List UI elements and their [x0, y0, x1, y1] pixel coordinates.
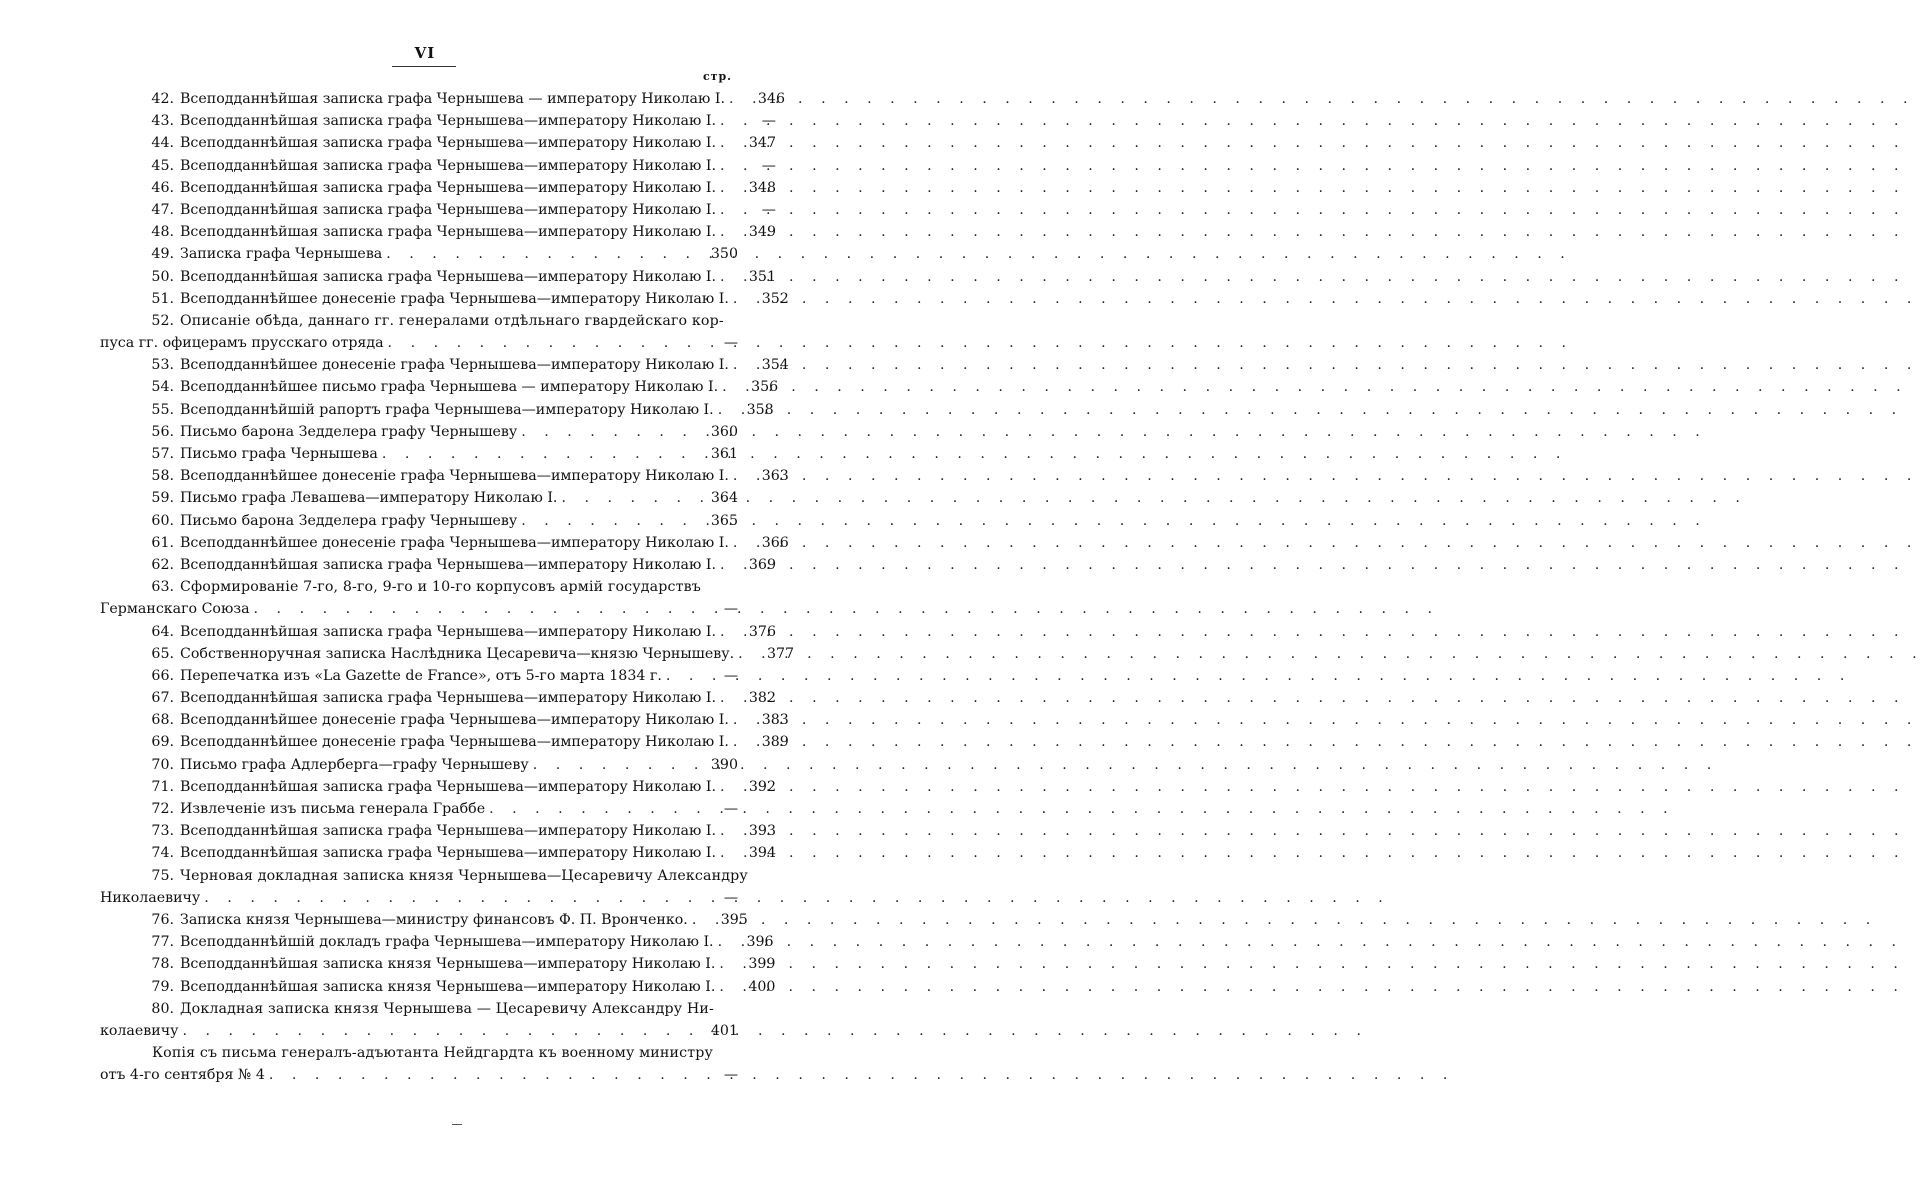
toc-entry	[100, 976, 776, 998]
dot-leader	[733, 288, 741, 310]
toc-entry-number: 72.	[151, 801, 174, 817]
toc-entry-page: 351	[748, 268, 776, 285]
toc-entry-page: 346	[757, 91, 785, 107]
dot-leader	[692, 909, 700, 931]
toc-entry-title: Всеподданнѣйшее письмо графа Чернышева — императору Николаю I.	[180, 379, 719, 396]
dot-leader	[254, 598, 690, 620]
toc-entry	[100, 465, 789, 487]
toc-entry-number: 57.	[151, 446, 174, 462]
toc-entry-page: —	[761, 157, 776, 174]
toc-entry-line	[100, 199, 776, 221]
toc-entry	[100, 865, 748, 909]
toc-entry-number: 56.	[151, 423, 174, 440]
toc-entry-page: 400	[748, 978, 776, 995]
dot-leader	[269, 1064, 690, 1086]
dot-leader	[720, 554, 728, 576]
toc-entry-page: 361	[710, 446, 738, 462]
toc-entry-number: 59.	[151, 490, 174, 507]
toc-entry-page: —	[723, 1067, 738, 1084]
toc-entry-title: Всеподданнѣйшая записка графа Чернышева—императору Николаю I.	[180, 224, 716, 241]
toc-entry-page: 366	[761, 534, 789, 551]
toc-entry-line	[100, 132, 776, 154]
toc-entry-title: Описаніе обѣда, даннаго гг. генералами отдѣльнаго гвардейскаго кор-	[180, 312, 724, 329]
toc-entry-title: Перепечатка изъ «La Gazette de France», отъ 5-го марта 1834 г.	[180, 667, 662, 684]
toc-entry-title: Всеподданнѣйшая записка графа Чернышева—императору Николаю I.	[180, 623, 716, 640]
toc-entry-page: 382	[748, 690, 776, 707]
toc-entry-line	[100, 709, 789, 731]
toc-entry-number: 76.	[151, 911, 174, 928]
dot-leader	[561, 487, 690, 509]
toc-entry-line	[100, 909, 748, 931]
toc-entry	[100, 576, 738, 620]
toc-entry	[100, 110, 776, 132]
toc-entry-line	[100, 443, 738, 465]
toc-entry	[100, 177, 776, 199]
dot-leader	[738, 643, 746, 665]
toc-entry-number: 44.	[151, 135, 174, 152]
toc-entry-line	[100, 598, 738, 620]
toc-entry-title: Всеподданнѣйшая записка графа Чернышева—императору Николаю I.	[180, 778, 716, 795]
toc-entry	[100, 421, 738, 443]
toc-entry-page: 365	[710, 512, 738, 529]
dot-leader	[720, 221, 728, 243]
toc-entry-number: 67.	[151, 690, 174, 707]
toc-entry-title: Германскаго Союза	[100, 601, 250, 618]
page-number: VI	[414, 44, 436, 62]
dot-leader	[388, 332, 690, 354]
toc-entry-number: 63.	[151, 579, 174, 596]
toc-entry-page: 369	[748, 556, 776, 573]
toc-entry-number: 65.	[151, 645, 174, 662]
toc-entry-line	[100, 754, 738, 776]
toc-entry	[100, 754, 738, 776]
toc-entry-number: 45.	[151, 157, 174, 174]
toc-entry-line	[100, 820, 776, 842]
toc-entry	[100, 998, 738, 1042]
toc-entry-page: 401	[710, 1022, 738, 1039]
toc-entry	[100, 909, 748, 931]
toc-entry-page: 364	[710, 490, 738, 507]
toc-entry-page: 350	[710, 246, 738, 263]
toc-entry-number: 77.	[151, 934, 174, 951]
toc-entry-number: 42.	[151, 91, 174, 107]
dot-leader	[182, 1020, 690, 1042]
toc-entry-line	[100, 1064, 738, 1086]
dot-leader	[733, 532, 741, 554]
toc-entry-number: 69.	[151, 734, 174, 751]
toc-entry-page: 383	[761, 712, 789, 729]
dot-leader	[204, 887, 690, 909]
toc-entry-title: Всеподданнѣйшее донесеніе графа Чернышева—императору Николаю I.	[180, 290, 729, 307]
toc-entry-title: Всеподданнѣйшая записка графа Чернышева—императору Николаю I.	[180, 179, 716, 196]
toc-entry-number: 78.	[151, 956, 174, 973]
toc-entry-line	[100, 798, 738, 820]
toc-entry-title: Всеподданнѣйшее донесеніе графа Чернышева—императору Николаю I.	[180, 712, 729, 729]
toc-entry	[100, 1042, 738, 1086]
toc-entry-title: колаевичу	[100, 1022, 179, 1039]
dot-leader	[719, 953, 727, 975]
toc-entry-title: Всеподданнѣйшій рапортъ графа Чернышева—императору Николаю I.	[180, 401, 714, 418]
toc-entry-page: 356	[751, 379, 779, 396]
toc-entry-title: Всеподданнѣйшая записка князя Чернышева—императору Николаю I.	[180, 978, 716, 995]
toc-entry-number: 79.	[151, 978, 174, 995]
toc-entry-number: 58.	[151, 468, 174, 485]
toc-entry-number: 62.	[151, 556, 174, 573]
toc-entry	[100, 842, 776, 864]
dot-leader	[720, 132, 728, 154]
toc-entry-number: 75.	[151, 867, 174, 884]
table-of-contents	[100, 88, 795, 1086]
toc-entry-line	[100, 354, 789, 376]
dot-leader	[720, 687, 728, 709]
dot-leader	[720, 199, 728, 221]
dot-leader	[386, 243, 690, 265]
toc-entry-line	[100, 643, 795, 665]
toc-entry-number: 70.	[151, 756, 174, 773]
toc-entry-page: 360	[710, 423, 738, 440]
toc-entry-number: 47.	[151, 201, 174, 218]
toc-entry-page: —	[723, 801, 738, 817]
toc-entry-page: 396	[746, 934, 774, 951]
dot-leader	[733, 731, 741, 753]
toc-entry-page: 395	[720, 911, 748, 928]
toc-entry-line	[100, 510, 738, 532]
toc-entry	[100, 399, 774, 421]
toc-entry-title: Всеподданнѣйшая записка графа Чернышева—императору Николаю I.	[180, 845, 716, 862]
toc-entry-page: 399	[748, 956, 776, 973]
toc-entry-number: 60.	[151, 512, 174, 529]
toc-entry-title: Всеподданнѣйшее донесеніе графа Чернышева—императору Николаю I.	[180, 357, 729, 374]
toc-entry-page: —	[761, 201, 776, 218]
toc-entry-page: —	[723, 601, 738, 618]
toc-entry-title: Всеподданнѣйшая записка графа Чернышева—императору Николаю I.	[180, 201, 716, 218]
toc-entry-number: 80.	[151, 1000, 174, 1017]
dot-leader	[720, 820, 728, 842]
toc-entry-line	[100, 1042, 738, 1064]
toc-entry	[100, 510, 738, 532]
dot-leader	[718, 399, 726, 421]
toc-entry-title: Всеподданнѣйшая записка графа Чернышева—императору Николаю I.	[180, 823, 716, 840]
dot-leader	[733, 465, 741, 487]
toc-entry-title: Всеподданнѣйшая записка графа Чернышева—императору Николаю I.	[180, 135, 716, 152]
toc-entry-title: Письмо барона Зедделера графу Чернышеву	[180, 423, 518, 440]
toc-entry-line	[100, 532, 789, 554]
dot-leader	[719, 976, 727, 998]
toc-entry-line	[100, 399, 774, 421]
toc-entry-number: 66.	[151, 667, 174, 684]
toc-entry-title: Записка графа Чернышева	[180, 246, 383, 263]
dot-leader	[733, 709, 741, 731]
toc-entry-title: Всеподданнѣйшее донесеніе графа Чернышева—императору Николаю I.	[180, 468, 729, 485]
toc-entry-title: Черновая докладная записка князя Чернышева—Цесаревичу Александру	[180, 867, 748, 884]
toc-entry	[100, 243, 738, 265]
toc-entry-number: 50.	[151, 268, 174, 285]
toc-entry	[100, 931, 774, 953]
toc-entry-line	[100, 266, 776, 288]
toc-entry-page: 393	[748, 823, 776, 840]
toc-entry-title: Всеподданнѣйшій докладъ графа Чернышева—императору Николаю I.	[180, 934, 714, 951]
header-rule	[392, 66, 456, 67]
toc-entry-title: Копія съ письма генералъ-адъютанта Нейдгардта къ военному министру	[152, 1045, 713, 1062]
toc-entry-title: Всеподданнѣйшая записка графа Чернышева—императору Николаю I.	[180, 690, 716, 707]
toc-entry-line	[100, 243, 738, 265]
toc-entry	[100, 266, 776, 288]
dot-leader	[521, 421, 690, 443]
toc-entry-page: 390	[710, 756, 738, 773]
toc-entry-number: 46.	[151, 179, 174, 196]
toc-entry-page: —	[761, 113, 776, 130]
toc-entry-number: 48.	[151, 224, 174, 241]
toc-entry-line	[100, 1020, 738, 1042]
toc-entry-line	[100, 288, 789, 310]
toc-entry-page: 392	[748, 778, 776, 795]
toc-entry-title: Сформированіе 7-го, 8-го, 9-го и 10-го корпусовъ армій государствъ	[180, 579, 701, 596]
page-column-header: стр.	[702, 70, 732, 83]
toc-entry-title: Всеподданнѣйшая записка графа Чернышева—императору Николаю I.	[180, 113, 716, 130]
toc-entry	[100, 221, 776, 243]
toc-entry-page: 377	[767, 645, 795, 662]
toc-entry-number: 49.	[151, 246, 174, 263]
toc-entry-page: 376	[748, 623, 776, 640]
toc-entry-number: 43.	[151, 113, 174, 130]
toc-entry	[100, 953, 776, 975]
toc-entry-page: 354	[761, 357, 789, 374]
toc-entry-number: 71.	[151, 778, 174, 795]
toc-entry	[100, 643, 795, 665]
toc-entry-line	[100, 421, 738, 443]
dot-leader	[720, 266, 728, 288]
toc-entry-number: 73.	[151, 823, 174, 840]
dot-leader	[722, 376, 730, 398]
dot-leader	[718, 931, 726, 953]
toc-entry-line	[100, 332, 738, 354]
toc-entry-number: 54.	[151, 379, 174, 396]
toc-entry	[100, 554, 776, 576]
toc-entry-title: отъ 4-го сентября № 4	[100, 1067, 265, 1084]
toc-entry	[100, 532, 789, 554]
toc-entry	[100, 443, 738, 465]
toc-entry-title: пуса гг. офицерамъ прусскаго отряда	[100, 335, 384, 352]
toc-entry-number: 68.	[151, 712, 174, 729]
toc-entry	[100, 487, 738, 509]
dot-leader	[521, 510, 690, 532]
toc-entry-line	[100, 731, 789, 753]
toc-entry	[100, 776, 776, 798]
dot-leader	[733, 354, 741, 376]
toc-entry	[100, 798, 738, 820]
toc-entry	[100, 665, 738, 687]
toc-entry-title: Всеподданнѣйшее донесеніе графа Чернышева—императору Николаю I.	[180, 734, 729, 751]
dot-leader	[720, 621, 728, 643]
toc-entry	[100, 687, 776, 709]
toc-entry-line	[100, 376, 779, 398]
toc-entry-line	[100, 931, 774, 953]
toc-entry-title: Письмо графа Чернышева	[180, 446, 378, 462]
toc-entry	[100, 820, 776, 842]
toc-entry-line	[100, 576, 738, 598]
toc-entry-line	[100, 665, 738, 687]
toc-entry-title: Письмо графа Адлерберга—графу Чернышеву	[180, 756, 529, 773]
toc-entry-line	[100, 621, 776, 643]
toc-entry-page: 394	[748, 845, 776, 862]
toc-entry-line	[100, 487, 738, 509]
toc-entry	[100, 132, 776, 154]
toc-entry	[100, 621, 776, 643]
dot-leader	[666, 665, 690, 687]
toc-entry-page: 358	[746, 401, 774, 418]
toc-entry-title: Всеподданнѣйшая записка графа Чернышева—императору Николаю I.	[180, 556, 716, 573]
dot-leader	[720, 842, 728, 864]
toc-entry-page: 347	[748, 135, 776, 152]
toc-entry-page: —	[723, 889, 738, 906]
toc-entry-title: Всеподданнѣйшая записка графа Чернышева — императору Николаю I.	[180, 91, 725, 107]
toc-entry-title: Николаевичу	[100, 889, 201, 906]
dot-leader	[533, 754, 690, 776]
toc-entry-title: Собственноручная записка Наслѣдника Цесаревича—князю Чернышеву.	[180, 645, 735, 662]
toc-entry-line	[100, 465, 789, 487]
toc-entry	[100, 709, 789, 731]
dot-leader	[489, 798, 690, 820]
toc-entry	[100, 155, 776, 177]
toc-entry-number: 51.	[151, 290, 174, 307]
toc-entry-line	[100, 155, 776, 177]
toc-entry	[100, 199, 776, 221]
toc-entry-title: Письмо барона Зедделера графу Чернышеву	[180, 512, 518, 529]
toc-entry-number: 53.	[151, 357, 174, 374]
toc-entry-title: Извлеченіе изъ письма генерала Граббе	[180, 801, 486, 817]
toc-entry-title: Письмо графа Левашева—императору Николаю I.	[180, 490, 558, 507]
toc-entry	[100, 310, 738, 354]
toc-entry-line	[100, 776, 776, 798]
dot-leader	[720, 177, 728, 199]
dot-leader	[720, 776, 728, 798]
toc-entry	[100, 376, 779, 398]
toc-entry-page: 349	[748, 224, 776, 241]
toc-entry-line	[100, 310, 738, 332]
toc-entry-number: 61.	[151, 534, 174, 551]
toc-entry-line	[100, 976, 776, 998]
toc-entry-number: 74.	[151, 845, 174, 862]
toc-entry-title: Всеподданнѣйшая записка князя Чернышева—императору Николаю I.	[180, 956, 716, 973]
dot-leader	[729, 88, 737, 110]
toc-entry-line	[100, 110, 776, 132]
toc-entry-page: 352	[761, 290, 789, 307]
toc-entry-line	[100, 177, 776, 199]
toc-entry-line	[100, 687, 776, 709]
toc-entry-line	[100, 554, 776, 576]
toc-entry	[100, 354, 789, 376]
toc-entry-number: 64.	[151, 623, 174, 640]
toc-entry-title: Всеподданнѣйшая записка графа Чернышева—императору Николаю I.	[180, 268, 716, 285]
toc-entry-line	[100, 88, 785, 110]
toc-entry-line	[100, 842, 776, 864]
toc-entry-number: 52.	[151, 312, 174, 329]
toc-entry-number: 55.	[151, 401, 174, 418]
toc-entry-title: Всеподданнѣйшая записка графа Чернышева—императору Николаю I.	[180, 157, 716, 174]
toc-entry	[100, 88, 785, 110]
dot-leader	[382, 443, 690, 465]
toc-entry-line	[100, 953, 776, 975]
dot-leader	[720, 110, 728, 132]
toc-entry-line	[100, 865, 748, 887]
toc-entry-line	[100, 998, 738, 1020]
toc-entry	[100, 288, 789, 310]
toc-entry-page: —	[723, 335, 738, 352]
toc-entry-title: Докладная записка князя Чернышева — Цесаревичу Александру Ни-	[180, 1000, 714, 1017]
toc-entry-line	[100, 887, 738, 909]
toc-entry-page: 348	[748, 179, 776, 196]
dot-leader	[720, 155, 728, 177]
bottom-mark	[452, 1124, 462, 1125]
toc-entry-page: —	[723, 667, 738, 684]
toc-entry-page: 363	[761, 468, 789, 485]
toc-entry-line	[100, 221, 776, 243]
toc-entry-title: Записка князя Чернышева—министру финансовъ Ф. П. Вронченко.	[180, 911, 688, 928]
toc-entry-title: Всеподданнѣйшее донесеніе графа Чернышева—императору Николаю I.	[180, 534, 729, 551]
toc-entry-page: 389	[761, 734, 789, 751]
toc-entry	[100, 731, 789, 753]
